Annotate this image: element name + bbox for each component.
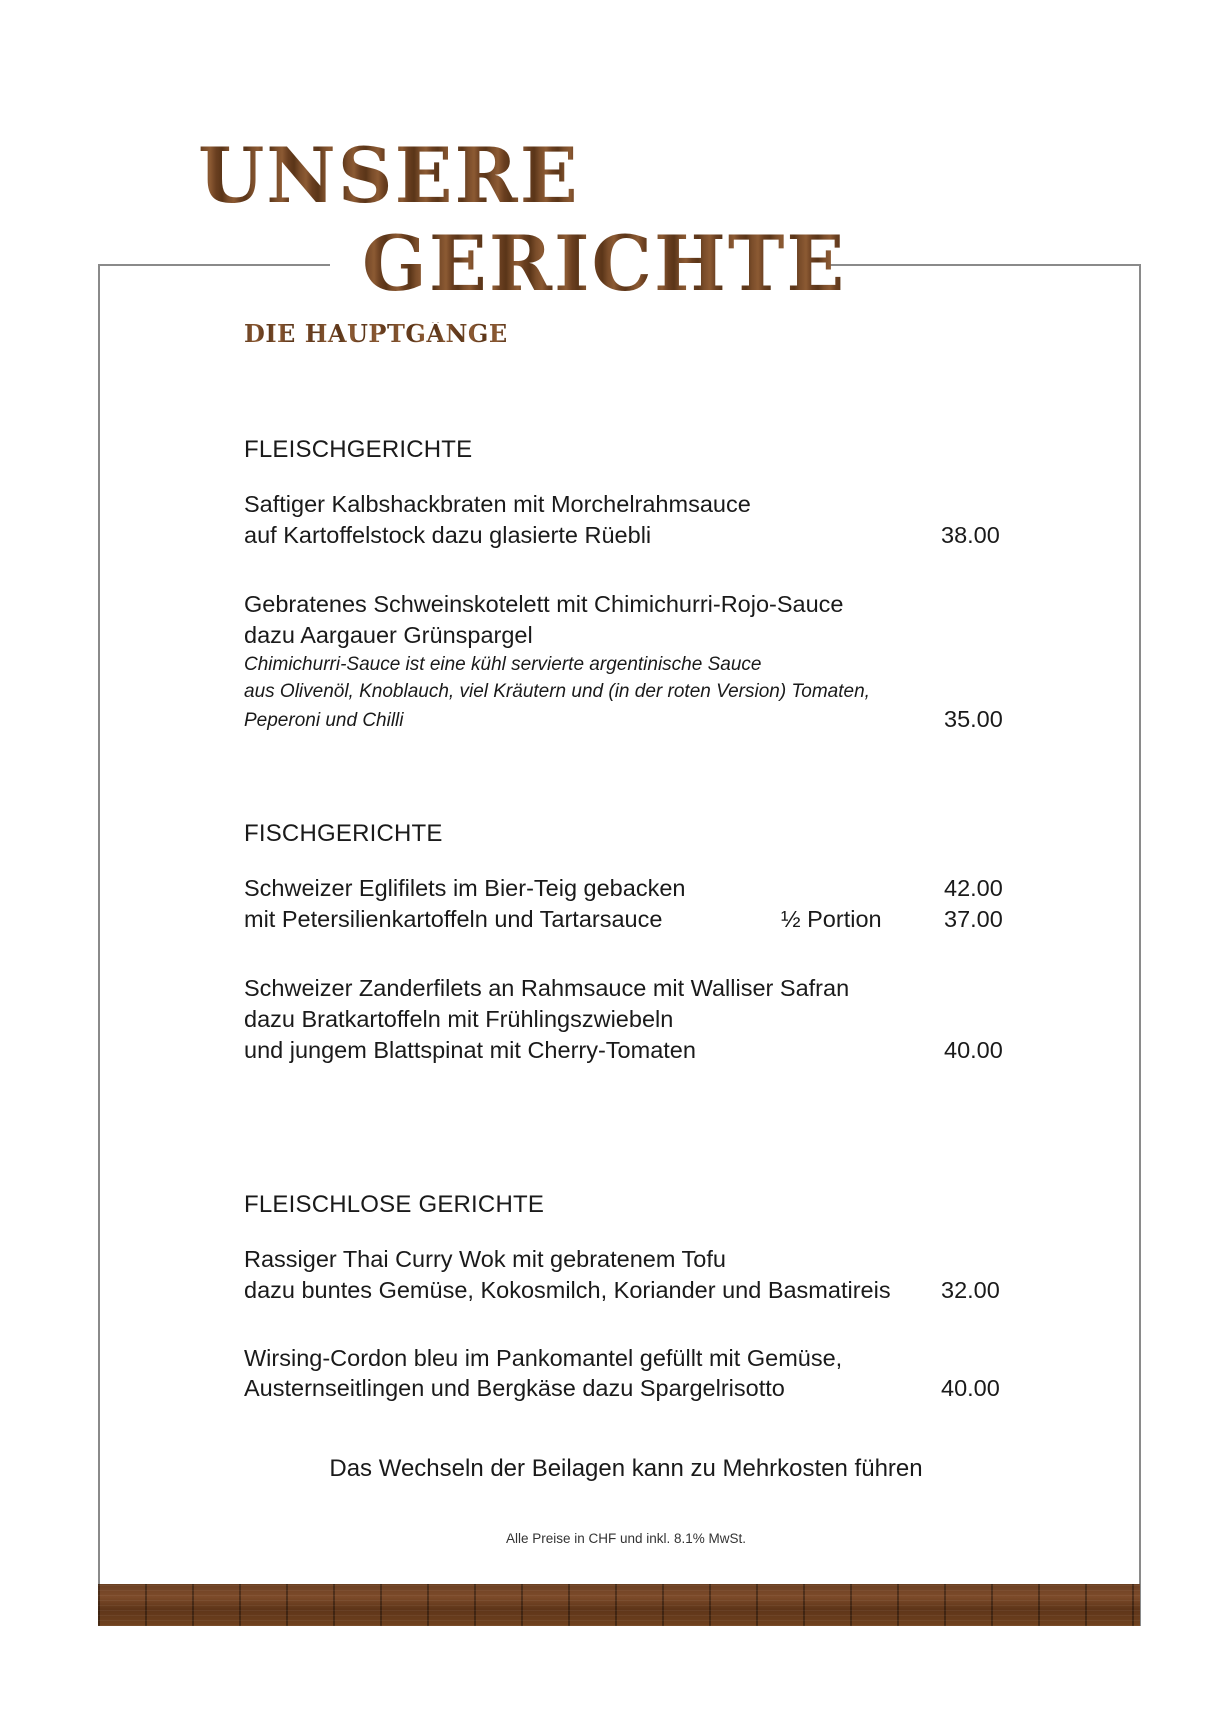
dish-price: 38.00 xyxy=(941,522,1000,548)
dish-line: mit Petersilienkartoffeln und Tartarsauce xyxy=(244,906,663,932)
menu-subtitle: DIE HAUPTGÄNGE xyxy=(244,319,508,348)
section-title-fleischlose-gerichte: FLEISCHLOSE GERICHTE xyxy=(244,1191,545,1218)
dish-note: Chimichurri-Sauce ist eine kühl servierte argentinische Sauce xyxy=(244,654,762,675)
frame-left-line xyxy=(98,264,100,1626)
dish-line: Schweizer Eglifilets im Bier-Teig gebacken xyxy=(244,875,686,901)
dish-price: 42.00 xyxy=(944,875,1003,901)
section-title-fischgerichte: FISCHGERICHTE xyxy=(244,820,443,847)
dish-price: 32.00 xyxy=(941,1277,1000,1303)
dish-note: Peperoni und Chilli xyxy=(244,710,404,731)
dish-price: 35.00 xyxy=(944,706,1003,732)
price-footnote: Alle Preise in CHF und inkl. 8.1% MwSt. xyxy=(505,1531,747,1546)
dish-line: Wirsing-Cordon bleu im Pankomantel gefüllt mit Gemüse, xyxy=(244,1345,843,1371)
dish-line: und jungem Blattspinat mit Cherry-Tomaten xyxy=(244,1037,696,1063)
dish-note: aus Olivenöl, Knoblauch, viel Kräutern und (in der roten Version) Tomaten, xyxy=(244,681,870,702)
dish-line: Austernseitlingen und Bergkäse dazu Spargelrisotto xyxy=(244,1375,785,1401)
side-dish-remark: Das Wechseln der Beilagen kann zu Mehrkosten führen xyxy=(329,1455,923,1482)
frame-top-left-line xyxy=(98,264,330,266)
dish-line: Gebratenes Schweinskotelett mit Chimichurri-Rojo-Sauce xyxy=(244,591,844,617)
frame-top-right-line xyxy=(826,264,1140,266)
section-title-fleischgerichte: FLEISCHGERICHTE xyxy=(244,436,473,463)
dish-price: 40.00 xyxy=(944,1037,1003,1063)
dish-line: Saftiger Kalbshackbraten mit Morchelrahmsauce xyxy=(244,491,751,517)
dish-price: 40.00 xyxy=(941,1375,1000,1401)
menu-title-line1: UNSERE xyxy=(198,131,580,220)
dish-line: Rassiger Thai Curry Wok mit gebratenem Tofu xyxy=(244,1246,726,1272)
wood-strip-decoration xyxy=(98,1584,1140,1626)
half-portion-label: ½ Portion xyxy=(781,906,882,932)
frame-right-line xyxy=(1139,264,1141,1626)
dish-line: auf Kartoffelstock dazu glasierte Rüebli xyxy=(244,522,652,548)
dish-line: Schweizer Zanderfilets an Rahmsauce mit Walliser Safran xyxy=(244,975,850,1001)
dish-line: dazu Aargauer Grünspargel xyxy=(244,622,533,648)
dish-line: dazu Bratkartoffeln mit Frühlingszwiebeln xyxy=(244,1006,674,1032)
dish-line: dazu buntes Gemüse, Kokosmilch, Koriander und Basmatireis xyxy=(244,1277,891,1303)
menu-title-line2: GERICHTE xyxy=(362,219,847,308)
half-portion-price: 37.00 xyxy=(944,906,1003,932)
